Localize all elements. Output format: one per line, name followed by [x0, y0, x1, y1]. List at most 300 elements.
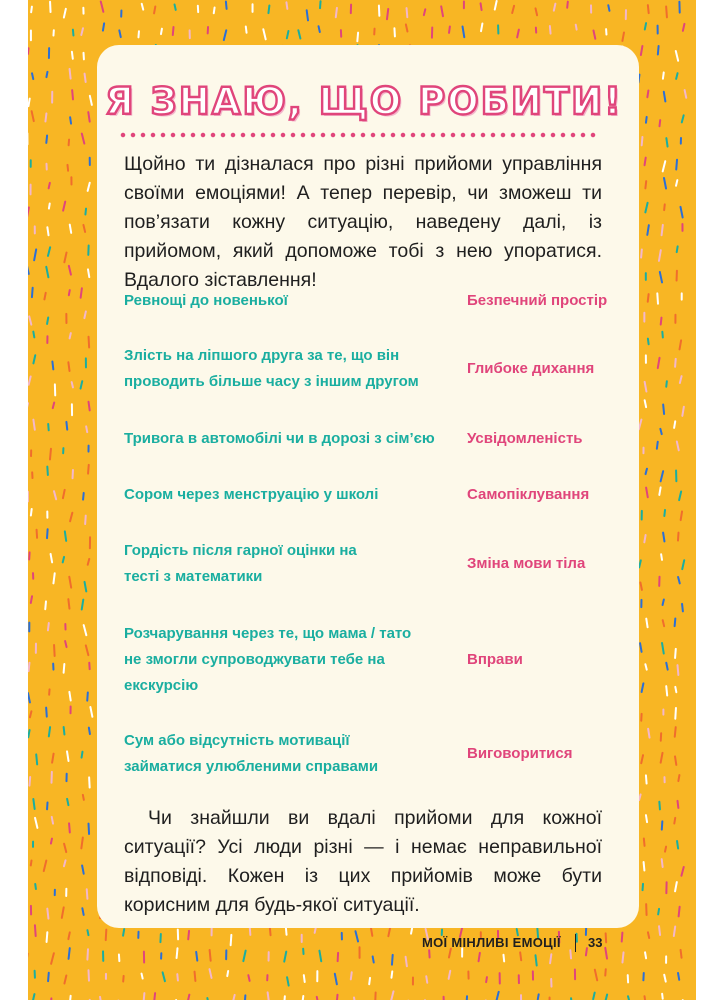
confetti-stroke	[64, 975, 66, 983]
confetti-stroke	[677, 841, 678, 848]
confetti-stroke	[82, 865, 84, 873]
confetti-stroke	[520, 952, 521, 960]
situation-3: Тривога в автомобілі чи в дорозі з сім’єю	[124, 430, 435, 447]
confetti-stroke	[144, 993, 145, 999]
confetti-stroke	[664, 510, 665, 516]
confetti-stroke	[678, 665, 679, 675]
confetti-stroke	[538, 994, 539, 999]
confetti-stroke	[84, 311, 85, 318]
confetti-stroke	[570, 950, 571, 958]
confetti-stroke	[28, 730, 29, 737]
confetti-stroke	[663, 620, 664, 626]
confetti-stroke	[72, 382, 73, 387]
confetti-stroke	[46, 267, 48, 277]
confetti-stroke	[411, 929, 412, 934]
technique-6: Вправи	[467, 651, 523, 668]
confetti-stroke	[479, 953, 480, 961]
confetti-stroke	[81, 288, 82, 298]
confetti-stroke	[662, 821, 663, 829]
confetti-stroke	[387, 9, 388, 19]
confetti-stroke	[142, 4, 144, 10]
confetti-stroke	[33, 332, 34, 338]
confetti-stroke	[642, 137, 643, 145]
confetti-stroke	[29, 777, 30, 786]
confetti-stroke	[52, 817, 53, 824]
confetti-stroke	[44, 293, 45, 300]
confetti-stroke	[224, 30, 226, 40]
confetti-stroke	[89, 777, 90, 787]
intro-paragraph: Щойно ти дізналася про різні прийоми управління своїми емоціями! А тепер перевір, чи зможеш ти пов’язати кожну ситуацію, наведену далі, із прийомом, який допоможе тобі з нею упоратися. Вдалого зіставлення!	[124, 153, 602, 291]
confetti-stroke	[28, 267, 29, 274]
confetti-stroke	[659, 250, 661, 261]
confetti-stroke	[49, 727, 50, 736]
confetti-stroke	[50, 449, 51, 460]
confetti-stroke	[682, 560, 684, 569]
confetti-stroke	[231, 935, 232, 945]
confetti-stroke	[35, 884, 36, 889]
confetti-stroke	[680, 340, 682, 349]
confetti-stroke	[86, 645, 89, 655]
confetti-stroke	[64, 253, 66, 263]
confetti-stroke	[659, 802, 660, 810]
confetti-stroke	[29, 376, 31, 384]
confetti-stroke	[351, 972, 352, 979]
book-title: МОЇ МІНЛИВІ ЕМОЦІЇ	[422, 935, 561, 950]
confetti-stroke	[664, 204, 665, 210]
confetti-stroke	[645, 181, 646, 188]
confetti-stroke	[424, 9, 425, 15]
confetti-stroke	[676, 51, 678, 61]
confetti-stroke	[642, 683, 644, 692]
confetti-stroke	[648, 339, 649, 345]
confetti-stroke	[83, 493, 84, 500]
confetti-stroke	[81, 838, 82, 849]
confetti-stroke	[426, 976, 427, 982]
confetti-stroke	[576, 25, 577, 30]
confetti-stroke	[644, 535, 645, 542]
confetti-stroke	[666, 138, 667, 146]
confetti-stroke	[49, 183, 50, 188]
confetti-stroke	[678, 973, 679, 980]
confetti-stroke	[154, 6, 155, 13]
confetti-stroke	[666, 663, 667, 670]
confetti-stroke	[369, 978, 370, 984]
confetti-stroke	[62, 907, 64, 918]
confetti-stroke	[245, 995, 246, 1000]
confetti-stroke	[69, 948, 70, 959]
confetti-stroke	[567, 2, 568, 8]
confetti-stroke	[48, 623, 49, 630]
confetti-stroke	[70, 69, 71, 79]
confetti-stroke	[188, 995, 190, 1000]
confetti-stroke	[661, 753, 663, 763]
confetti-stroke	[645, 664, 646, 669]
confetti-stroke	[663, 161, 666, 171]
situation-5: Гордість після гарної оцінки на тесті з математики	[124, 542, 357, 585]
confetti-stroke	[287, 31, 289, 38]
confetti-stroke	[661, 554, 662, 560]
confetti-stroke	[665, 847, 666, 852]
confetti-stroke	[31, 509, 32, 516]
confetti-stroke	[85, 516, 86, 524]
confetti-stroke	[677, 246, 678, 252]
confetti-stroke	[83, 225, 85, 232]
confetti-stroke	[250, 928, 251, 935]
confetti-stroke	[657, 442, 658, 449]
confetti-stroke	[32, 994, 34, 1000]
confetti-stroke	[53, 403, 54, 409]
confetti-stroke	[89, 824, 90, 834]
confetti-stroke	[593, 993, 594, 999]
confetti-stroke	[89, 728, 90, 734]
confetti-stroke	[82, 600, 84, 610]
confetti-stroke	[608, 5, 609, 11]
confetti-stroke	[31, 860, 32, 865]
confetti-stroke	[554, 4, 556, 11]
situation-7: Сум або відсутність мотивації займатися улюбленими справами	[124, 732, 379, 775]
confetti-stroke	[64, 727, 65, 734]
confetti-stroke	[246, 26, 247, 32]
footer-divider	[575, 934, 576, 952]
confetti-stroke	[82, 752, 83, 758]
confetti-stroke	[645, 952, 646, 958]
confetti-stroke	[210, 950, 211, 961]
confetti-stroke	[70, 513, 72, 522]
confetti-stroke	[188, 931, 189, 939]
confetti-stroke	[337, 995, 338, 1000]
situation-4: Сором через менструацію у школі	[124, 486, 379, 503]
confetti-stroke	[663, 405, 664, 414]
confetti-stroke	[674, 421, 675, 428]
confetti-stroke	[658, 909, 659, 915]
confetti-stroke	[481, 24, 482, 32]
confetti-stroke	[268, 6, 269, 14]
confetti-stroke	[683, 24, 685, 31]
confetti-stroke	[87, 930, 88, 935]
confetti-stroke	[52, 361, 53, 369]
confetti-stroke	[628, 996, 630, 1000]
confetti-stroke	[63, 557, 64, 562]
confetti-stroke	[64, 664, 65, 673]
confetti-stroke	[123, 929, 124, 936]
confetti-stroke	[214, 8, 215, 14]
confetti-stroke	[87, 692, 88, 700]
confetti-stroke	[355, 931, 358, 941]
confetti-stroke	[550, 954, 551, 963]
confetti-stroke	[319, 26, 320, 32]
confetti-stroke	[65, 531, 66, 540]
confetti-stroke	[33, 355, 35, 363]
confetti-stroke	[302, 996, 303, 1000]
confetti-stroke	[536, 8, 538, 15]
confetti-stroke	[270, 927, 271, 935]
confetti-stroke	[142, 974, 143, 979]
confetti-stroke	[49, 204, 50, 209]
confetti-stroke	[371, 927, 372, 935]
confetti-stroke	[676, 160, 677, 170]
confetti-stroke	[84, 625, 87, 635]
confetti-stroke	[64, 9, 66, 18]
confetti-stroke	[28, 693, 30, 702]
confetti-stroke	[645, 382, 647, 392]
confetti-stroke	[47, 932, 48, 942]
confetti-stroke	[69, 577, 71, 588]
confetti-stroke	[675, 708, 676, 719]
confetti-stroke	[644, 838, 645, 845]
confetti-stroke	[88, 465, 89, 474]
confetti-stroke	[679, 491, 681, 500]
confetti-stroke	[675, 359, 676, 367]
confetti-stroke	[678, 577, 680, 583]
confetti-stroke	[659, 926, 660, 935]
confetti-stroke	[320, 1, 321, 8]
confetti-stroke	[681, 511, 682, 520]
technique-3: Усвідомленість	[467, 430, 583, 447]
situation-2: Злість на ліпшого друга за те, що він проводить більше часу з іншим другом	[124, 347, 419, 390]
confetti-stroke	[163, 972, 165, 981]
confetti-stroke	[210, 969, 212, 978]
confetti-stroke	[648, 932, 649, 938]
confetti-stroke	[233, 995, 235, 1000]
confetti-stroke	[675, 882, 677, 891]
confetti-stroke	[675, 756, 676, 764]
confetti-stroke	[85, 582, 87, 592]
confetti-stroke	[495, 1, 497, 10]
confetti-stroke	[373, 956, 374, 962]
confetti-stroke	[681, 867, 683, 876]
confetti-stroke	[34, 249, 36, 260]
confetti-stroke	[658, 358, 660, 368]
confetti-stroke	[31, 596, 32, 603]
confetti-stroke	[319, 951, 321, 962]
confetti-stroke	[646, 488, 648, 498]
confetti-stroke	[106, 930, 107, 940]
confetti-stroke	[173, 27, 174, 35]
confetti-stroke	[51, 953, 54, 964]
confetti-stroke	[657, 293, 658, 303]
confetti-stroke	[676, 180, 677, 186]
confetti-stroke	[86, 426, 87, 432]
confetti-stroke	[32, 73, 33, 79]
confetti-stroke	[81, 381, 83, 388]
confetti-stroke	[535, 955, 536, 965]
confetti-stroke	[29, 663, 30, 671]
confetti-stroke	[661, 471, 664, 481]
confetti-stroke	[646, 619, 647, 628]
confetti-stroke	[662, 994, 663, 999]
confetti-stroke	[87, 889, 88, 899]
situation-1: Ревнощі до новенької	[124, 292, 288, 309]
confetti-stroke	[675, 618, 676, 626]
confetti-stroke	[51, 554, 53, 562]
confetti-stroke	[641, 755, 643, 763]
confetti-stroke	[680, 207, 682, 218]
confetti-stroke	[622, 933, 623, 942]
confetti-stroke	[72, 52, 73, 59]
confetti-stroke	[248, 975, 249, 981]
confetti-stroke	[67, 751, 68, 761]
confetti-stroke	[195, 972, 196, 981]
confetti-stroke	[54, 645, 55, 656]
confetti-stroke	[645, 23, 646, 29]
confetti-stroke	[45, 601, 46, 609]
confetti-stroke	[36, 754, 37, 764]
confetti-stroke	[70, 225, 71, 233]
confetti-stroke	[268, 992, 269, 1000]
confetti-stroke	[662, 859, 663, 867]
confetti-stroke	[52, 754, 53, 763]
confetti-stroke	[639, 794, 640, 800]
confetti-stroke	[37, 530, 38, 538]
confetti-stroke	[304, 975, 305, 982]
confetti-stroke	[335, 974, 337, 985]
confetti-stroke	[103, 23, 104, 30]
confetti-stroke	[54, 491, 56, 499]
confetti-stroke	[648, 729, 649, 738]
confetti-stroke	[658, 46, 659, 55]
confetti-stroke	[83, 795, 84, 800]
confetti-stroke	[663, 599, 664, 604]
confetti-stroke	[90, 707, 92, 717]
confetti-stroke	[101, 2, 104, 12]
outro-paragraph: Чи знайшли ви вдалі прийоми для кожної ситуації? Усі люди різні — і немає неправильної відповіді. Кожен із цих прийомів може бути корисним для будь-якої ситуації.	[124, 807, 602, 916]
confetti-stroke	[175, 5, 176, 10]
confetti-stroke	[663, 72, 664, 78]
confetti-stroke	[46, 72, 47, 77]
confetti-stroke	[48, 973, 49, 981]
confetti-stroke	[639, 560, 641, 567]
confetti-stroke	[47, 909, 48, 919]
confetti-stroke	[605, 969, 606, 975]
confetti-stroke	[388, 927, 390, 936]
confetti-stroke	[391, 971, 392, 977]
confetti-stroke	[65, 641, 66, 647]
confetti-stroke	[663, 533, 664, 542]
confetti-stroke	[679, 907, 680, 917]
confetti-stroke	[496, 992, 498, 1000]
confetti-stroke	[662, 643, 664, 654]
confetti-stroke	[53, 573, 54, 583]
confetti-stroke	[664, 975, 666, 982]
confetti-stroke	[660, 429, 661, 434]
confetti-stroke	[622, 32, 624, 40]
confetti-stroke	[64, 844, 66, 852]
confetti-stroke	[645, 203, 647, 213]
confetti-stroke	[593, 31, 595, 39]
confetti-stroke	[161, 29, 162, 34]
confetti-stroke	[47, 227, 48, 235]
confetti-stroke	[70, 333, 71, 338]
confetti-stroke	[298, 30, 300, 38]
confetti-stroke	[486, 977, 487, 982]
confetti-stroke	[441, 6, 443, 16]
confetti-stroke	[32, 288, 33, 297]
page-title: Я ЗНАЮ, ЩО РОБИТИ!	[105, 80, 623, 123]
confetti-stroke	[406, 957, 407, 966]
confetti-stroke	[675, 687, 676, 692]
confetti-stroke	[660, 272, 662, 282]
confetti-stroke	[586, 948, 587, 955]
confetti-stroke	[664, 178, 666, 189]
confetti-stroke	[645, 996, 646, 1000]
confetti-stroke	[550, 26, 551, 34]
confetti-stroke	[88, 183, 90, 191]
confetti-stroke	[641, 249, 642, 257]
confetti-stroke	[69, 692, 70, 701]
confetti-stroke	[392, 955, 393, 965]
confetti-stroke	[88, 559, 90, 565]
confetti-stroke	[88, 269, 89, 277]
confetti-stroke	[678, 801, 679, 808]
confetti-stroke	[31, 7, 32, 13]
confetti-stroke	[648, 5, 649, 13]
confetti-stroke	[47, 467, 48, 475]
confetti-stroke	[646, 775, 647, 783]
confetti-stroke	[69, 823, 70, 832]
confetti-stroke	[662, 332, 663, 338]
confetti-stroke	[648, 294, 649, 302]
confetti-stroke	[226, 1, 227, 8]
confetti-stroke	[63, 490, 65, 498]
confetti-stroke	[46, 135, 47, 142]
confetti-stroke	[33, 799, 34, 809]
confetti-stroke	[677, 441, 679, 450]
confetti-stroke	[406, 24, 408, 31]
confetti-stroke	[662, 225, 663, 235]
confetti-stroke	[284, 952, 286, 962]
confetti-stroke	[243, 951, 245, 962]
confetti-stroke	[33, 420, 34, 430]
confetti-stroke	[639, 420, 642, 430]
confetti-stroke	[51, 839, 52, 844]
confetti-stroke	[82, 908, 83, 915]
confetti-stroke	[64, 860, 66, 866]
confetti-stroke	[622, 952, 623, 962]
confetti-stroke	[646, 815, 647, 822]
confetti-stroke	[46, 708, 47, 717]
confetti-stroke	[67, 799, 68, 805]
confetti-stroke	[227, 971, 228, 976]
confetti-stroke	[646, 469, 647, 474]
confetti-stroke	[154, 993, 155, 1000]
confetti-stroke	[89, 402, 90, 411]
confetti-stroke	[68, 599, 69, 608]
confetti-stroke	[87, 949, 88, 959]
technique-4: Самопіклування	[467, 486, 590, 503]
confetti-stroke	[407, 8, 408, 17]
confetti-stroke	[119, 30, 120, 37]
confetti-stroke	[284, 996, 285, 1000]
confetti-stroke	[606, 933, 607, 942]
situation-6: Розчарування через те, що мама / тато не змогли супроводжувати тебе на екскурсію	[124, 625, 412, 694]
confetti-stroke	[681, 950, 682, 958]
confetti-stroke	[48, 424, 49, 430]
confetti-stroke	[682, 407, 684, 416]
technique-5: Зміна мови тіла	[467, 555, 586, 572]
confetti-stroke	[517, 30, 519, 38]
confetti-stroke	[645, 400, 646, 407]
confetti-stroke	[66, 422, 67, 430]
confetti-stroke	[644, 862, 645, 871]
confetti-stroke	[512, 6, 514, 13]
confetti-stroke	[682, 604, 683, 611]
confetti-stroke	[606, 995, 608, 1000]
technique-1: Безпечний простір	[467, 292, 608, 309]
confetti-stroke	[30, 711, 31, 717]
confetti-stroke	[449, 26, 450, 32]
technique-2: Глибоке дихання	[467, 360, 595, 377]
confetti-stroke	[675, 649, 676, 658]
